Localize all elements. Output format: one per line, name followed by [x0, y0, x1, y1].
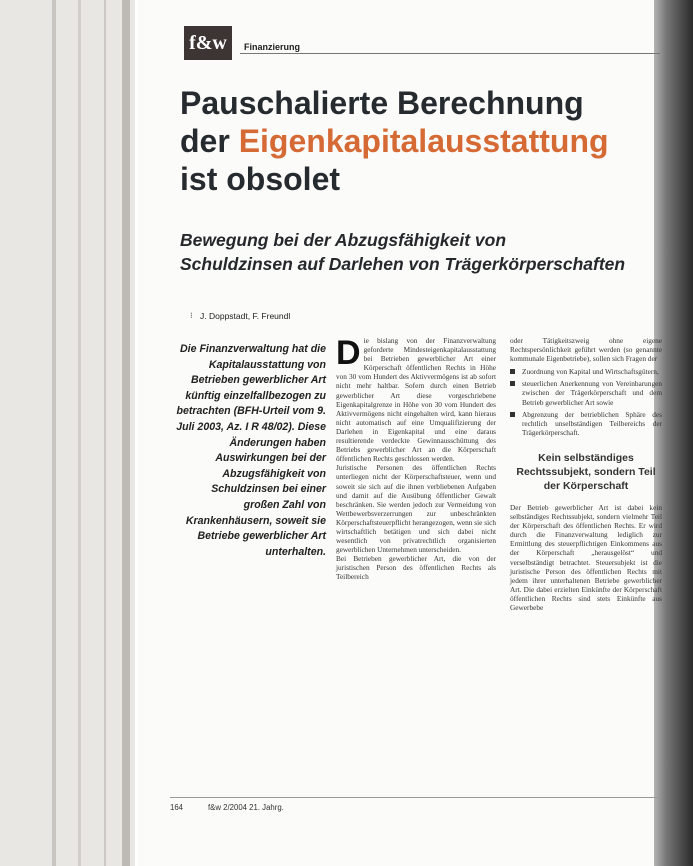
- article-title: [180, 84, 680, 198]
- bullet-item: [510, 379, 662, 406]
- bullet-text: Zuordnung von Kapital und Wirtschaftsgütern,: [522, 367, 659, 377]
- bullet-item: [510, 410, 662, 437]
- drop-cap: D: [336, 334, 361, 372]
- footer-rule: [170, 797, 660, 798]
- body-paragraph: oder Tätigkeitszweig ohne eigene Rechtspersönlichkeit geführt werden (so genannte kommunale Eigenbetriebe), sollen sich Fragen der: [510, 336, 662, 364]
- section-label: Finanzierung: [244, 42, 300, 52]
- subtitle-line-1: Bewegung bei der Abzugsfähigkeit von: [180, 230, 507, 250]
- bullet-square-icon: [510, 412, 515, 417]
- subtitle-line-2: Schuldzinsen auf Darlehen von Trägerkörperschaften: [180, 254, 626, 274]
- body-paragraph-text: ie bislang von der Finanzverwaltung geforderte Mindesteigenkapitalausstattung bei Betrieben gewerblicher Art einer Körperschaft öffentlichen Rechts in Höhe von 30 vom Hundert des Aktivvermögens ist ab sofort nicht mehr haltbar. Sofern durch einen Betrieb gewerblicher Art diese vorgeschriebene Eigenkapitalgrenze in Höhe von 30 vom Hundert des Aktivvermögens nicht eingehalten wird, kann hieraus nicht automatisch auf eine Umqualifizierung der Darlehen in Eigenkapital und eine daraus resultierende verdeckte Gewinnausschüttung des Betriebs gewerblicher Art an die Körperschaft öffentlichen Rechts geschlossen werden.: [336, 336, 496, 464]
- bullet-text: steuerlichen Anerkennung von Vereinbarungen zwischen der Trägerkörperschaft und dem Betrieb gewerblicher Art sowie: [522, 379, 662, 407]
- body-paragraph: Der Betrieb gewerblicher Art ist dabei kein selbständiges Rechtssubjekt, sondern vielmehr Teil der Körperschaft des öffentlichen Rechts. Er wird durch die Finanzverwaltung lediglich zur Ermittlung des steuerpflichtigen Einkommens aus der Körperschaft „herausgelöst“ und verselbständigt betrachtet. Steuersubjekt ist die juristische Person des öffentlichen Rechts mit jedem ihrer unterhaltenen Betriebe gewerblicher Art. Die dabei erzielten Einkünfte der Körperschaft öffentlichen Rechts sind stets Einkünfte aus Gewerbebe: [510, 502, 662, 612]
- magazine-logo: f&w: [184, 26, 232, 60]
- author-marker: ⁝: [190, 311, 193, 320]
- bullet-item: [510, 367, 662, 376]
- body-paragraph: Bei Betrieben gewerblicher Art, die von der juristischen Person des öffentlichen Rechts als Teilbereich: [336, 554, 496, 582]
- body-column-1: [336, 336, 496, 582]
- authors: [190, 311, 291, 321]
- title-line-3: ist obsolet: [180, 161, 341, 197]
- title-line-2: [180, 122, 680, 160]
- page-edge-strip: [122, 0, 130, 866]
- page-edge-strip: [52, 0, 56, 866]
- title-line-1: Pauschalierte Berechnung: [180, 85, 584, 121]
- author-names: J. Doppstadt, F. Freundl: [200, 311, 291, 321]
- bullet-square-icon: [510, 369, 515, 374]
- body-paragraph: Juristische Personen des öffentlichen Rechts unterliegen nicht der Körperschaftsteuer, wenn und soweit sie sich auf die ihnen verbliebenen Aufgaben und damit auf die Ausübung öffentlicher Gewalt beschränken. Sie werden jedoch zur Vermeidung von Wettbewerbsverzerrungen zur unbeschränkten Körperschaftsteuerpflicht herangezogen, wenn sie sich wirtschaftlich betätigen und sich dabei nicht wesentlich von privatrechtlich organisierten gewerblichen Unternehmen unterscheiden.: [336, 463, 496, 555]
- body-column-2: [510, 336, 662, 612]
- lead-paragraph: Die Finanzverwaltung hat die Kapitalausstattung von Betrieben gewerblicher Art künftig einzelfallbezogen zu betrachten (BFH-Urteil vom 9. Juli 2003, Az. I R 48/02). Diese Änderungen haben Auswirkungen bei der Abzugsfähigkeit von Schuldzinsen bei einer großen Zahl von Krankenhäusern, soweit sie Betriebe gewerblicher Art unterhalten.: [176, 343, 326, 558]
- title-line-2-prefix: der: [180, 123, 239, 159]
- body-paragraph: [336, 336, 496, 463]
- page-edge-left: [0, 0, 135, 866]
- bullet-square-icon: [510, 381, 515, 386]
- article-subtitle: [180, 228, 680, 276]
- page-number: 164: [170, 803, 184, 812]
- bullet-text: Abgrenzung der betrieblichen Sphäre des rechtlich unselbständigen Teilbereichs der Trägerkörperschaft.: [522, 409, 662, 437]
- bullet-list: [510, 367, 662, 437]
- page-edge-strip: [78, 0, 81, 866]
- title-highlight: Eigenkapitalausstattung: [238, 123, 609, 159]
- page-footer: [170, 803, 284, 812]
- section-heading: Kein selbständiges Rechtssubjekt, sondern Teil der Körperschaft: [516, 451, 656, 492]
- page-edge-strip: [104, 0, 106, 866]
- journal-reference: f&w 2/2004 21. Jahrg.: [208, 803, 284, 812]
- header-rule: [240, 53, 660, 54]
